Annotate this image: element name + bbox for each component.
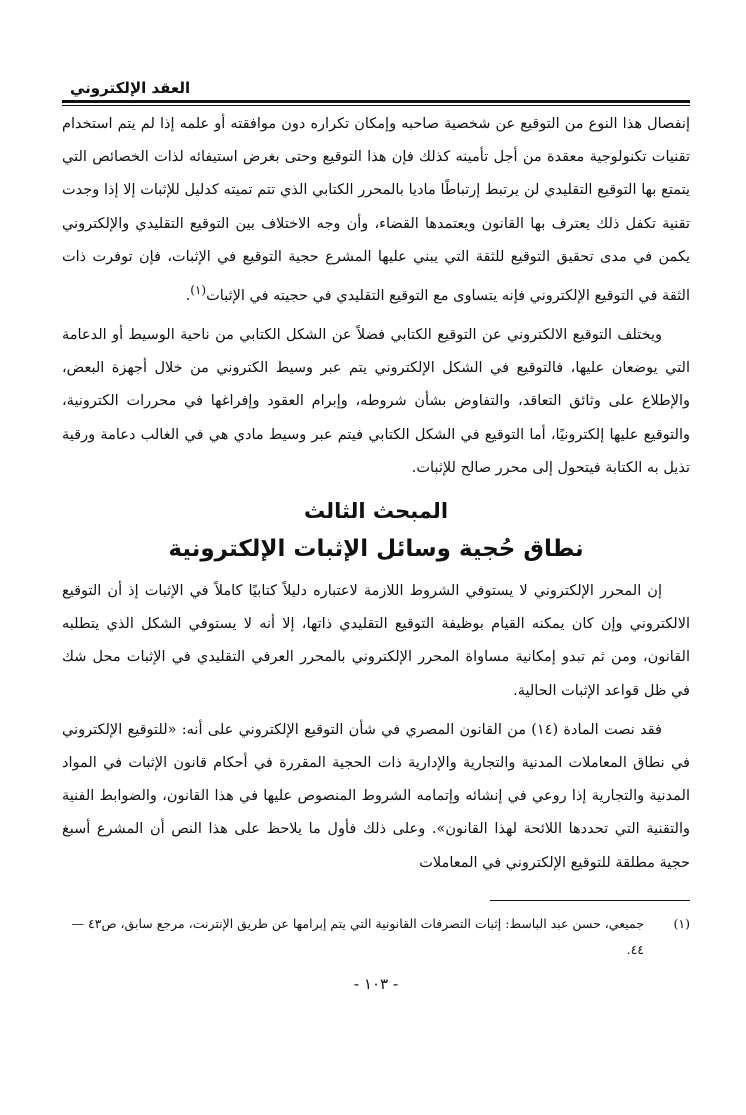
paragraph-3: إن المحرر الإلكتروني لا يستوفي الشروط اللازمة لاعتباره دليلاً كتابيًا كاملاً في الإثبات إذ أن التوقيع الالكتروني وإن كان يمكنه القيام بوظيفة التوقيع التقليدي ذاتها، إلا أنه لا يستوفي الشكل الذي يتطلبه القانون، ومن ثم تبدو إمكانية مساواة المحرر الإلكتروني بالمحرر العرفي التقليدي في الإثبات محل شك في ظل قواعد الإثبات الحالية.	[62, 583, 690, 699]
paragraph-4: فقد نصت المادة (١٤) من القانون المصري في شأن التوقيع الإلكتروني على أنه: «للتوقيع الإلكتروني في نطاق المعاملات المدنية والتجارية والإدارية ذات الحجية المقررة في أحكام قانون الإثبات في المواد المدنية والتجارية إذا روعي في إنشائه وإتمامه الشروط المنصوص عليها في هذا القانون، والضوابط الفنية والتقنية التي تحددها اللائحة لهذا القانون». وعلى ذلك فأول ما يلاحظ على هذا النص أن المشرع أسبغ حجية مطلقة للتوقيع الإلكتروني في المعاملات	[62, 721, 690, 871]
paragraph-1	[62, 108, 690, 313]
body-text	[62, 108, 690, 880]
running-header-title: العقد الإلكتروني	[70, 79, 191, 97]
paragraph-1-end: .	[185, 287, 191, 304]
section-number-heading: المبحث الثالث	[303, 499, 449, 524]
footnote-number: (١)	[673, 915, 690, 931]
paragraph-2: ويختلف التوقيع الالكتروني عن التوقيع الكتابي فضلاً عن الشكل الكتابي من ناحية الوسيط أو الدعامة التي يوضعان عليها، فالتوقيع في الشكل الإلكتروني يتم عبر وسيط الكتروني من خلال أجهزة البعض، والإطلاع على وثائق التعاقد، والتفاوض بشأن شروطه، وإبرام العقود وإفراغها في محررات الكترونية، والتوقيع عليها إلكترونيًا، أما التوقيع في الشكل الكتابي فيتم عبر وسيط مادي هي في الغالب دعامة ورقية تذيل به الكتابة فيتحول إلى محرر صالح للإثبات.	[62, 327, 690, 476]
header-rule-thick	[62, 100, 690, 103]
paragraph-1-text: إنفصال هذا النوع من التوقيع عن شخصية صاحبه وإمكان تكراره دون موافقته أو علمه إذا لم يتم استخدام تقنيات تكنولوجية معقدة من أجل تأمينه كذلك فإن هذا التوقيع وحتى بغرض استيفائه لذات الخصائص التي يتمتع بها التوقيع التقليدي لن يرتبط إرتباطًا ماديا بالمحرر الكتابي الذي تتم تميته كدليل للإثبات إلا إذا وجدت تقنية تكفل ذلك يعترف بها القانون ويعتمدها القضاء، وأن وجه الاختلاف بين التوقيع التقليدي والإلكتروني يكمن في مدى تحقيق التوقيع للثقة التي يبني عليها المشرع حجية التوقيع في الإثبات، فإن توفرت ذات الثقة في التوقيع الإلكتروني فإنه يتساوى مع التوقيع التقليدي في حجيته في الإثبات	[62, 116, 690, 304]
footnote-separator	[490, 900, 690, 901]
footnote-marker: (١)	[190, 283, 207, 298]
footnote	[62, 911, 690, 963]
footnote-text: جميعي، حسن عبد الباسط: إثبات التصرفات القانونية التي يتم إبرامها عن طريق الإنترنت، مرجع سابق، ص٤٣ — ٤٤.	[71, 915, 644, 957]
page-number: - ١٠٣ -	[353, 974, 399, 993]
section-title-heading: نطاق حُجية وسائل الإثبات الإلكترونية	[168, 536, 584, 563]
header-rule-thin	[62, 105, 690, 106]
document-page	[62, 78, 690, 993]
